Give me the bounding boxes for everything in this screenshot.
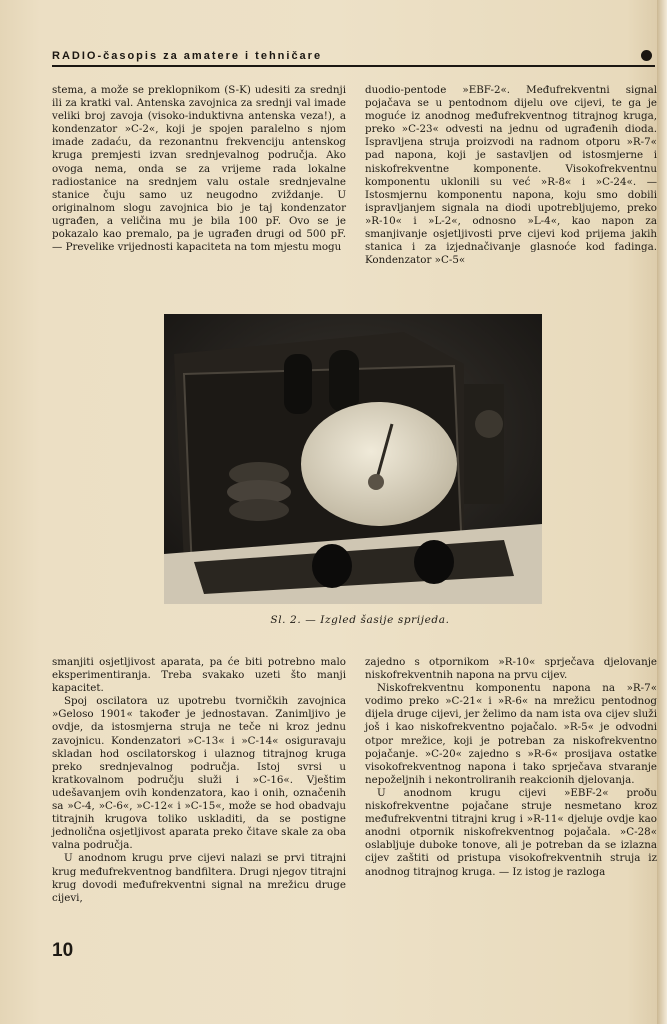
column-bottom-right (365, 656, 657, 879)
paragraph: Spoj oscilatora uz upotrebu tvorničkih zavojnica »Geloso 1901« također je jednostavan. Zanimljivo je ovdje, da istosmjerna struja ne teče ni kroz jednu zavojnicu. Kondenzatori »C-13« i »C-14« osiguravaju skladan hod oscilatorskog i ulaznog titrajnog kruga preko srednjevalnog područja. Istoj svrsi u kratkovalnom području služi i »C-16«. Vještim udešavanjem ovih kondenzatora, kao i onih, označenih sa »C-4, »C-6«, »C-12« i »C-15«, može se hod obadvaju titrajnih krugova toliko uskladiti, da se postigne jednolična osjetljivost aparata preko čitave skale za oba valna područja. (52, 695, 346, 852)
running-header: RADIO-časopis za amatere i tehničare (52, 50, 323, 62)
paragraph: U anodnom krugu prve cijevi nalazi se prvi titrajni krug međufrekventnog bandfiltera. Drugi njegov titrajni krug dovodi međufrekventni signal na mrežicu druge cijevi, (52, 852, 346, 904)
page-fold-edge (657, 0, 667, 1024)
paragraph: Niskofrekventnu komponentu napona na »R-7« vodimo preko »C-21« i »R-6« na mrežicu pentodnog dijela druge cijevi, jer želimo da nam ista ova cijev služi još i kao niskofrekventno pojačalo. »R-5« je odvodni otpor mrežice, koji je potreban za niskofrekventno pojačanje. »C-20« zajedno s »R-6« prosijava ostatke visokofrekventnog napona i tako sprječava stvaranje nepoželjnih i nekontroliranih reakcionih djelovanja. (365, 682, 657, 786)
paragraph: zajedno s otpornikom »R-10« sprječava djelovanje niskofrekventnih napona na prvu cijev. (365, 656, 657, 682)
header-dot (641, 50, 652, 61)
column-bottom-left (52, 656, 346, 905)
column-top-left (52, 84, 346, 254)
paragraph: smanjiti osjetljivost aparata, pa će biti potrebno malo eksperimentiranja. Treba svakako uzeti što manji kapacitet. (52, 656, 346, 695)
chassis-photo (164, 314, 542, 604)
page-number: 10 (52, 940, 74, 961)
figure-caption: Sl. 2. — Izgled šasije sprijeda. (270, 614, 450, 626)
paragraph: U anodnom krugu cijevi »EBF-2« proðu niskofrekventne pojačane struje nesmetano kroz međufrekventni titrajni krug i »R-11« djeluje ovdje kao anodni otpornik niskofrekventnog pojačala. »C-28« oslabljuje duboke tonove, ali je potreban da se izlazna cijev zaštiti od pristupa visokofrekventnih struja iz anodnog titrajnog kruga. — Iz istog je razloga (365, 786, 657, 878)
column-top-right (365, 84, 657, 267)
paragraph: stema, a može se preklopnikom (S-K) udesiti za srednji ili za kratki val. Antenska zavojnica za srednji val imade veliki broj zavoja (visoko-induktivna antenska veza!), a kondenzator »C-2«, koji je spojen paralelno s njom imade zadaću, da rezonantnu frekvenciju antenskog kruga premjesti izvan srednjevalnog područja. Ako ovoga nema, onda se za vrijeme rada lokalne radiostanice na srednjem valu ostale srednjevalne stanice čuju samo uz neugodno zviždanje. U originalnom slogu zavojnica bio je taj kondenzator ugrađen, a veličina mu je bila 100 pF. Ovo se je pokazalo kao premalo, pa je ugrađen drugi od 500 pF. — Prevelike vrijednosti kapaciteta na tom mjestu mogu (52, 84, 346, 254)
header-rule (52, 65, 655, 67)
paragraph: duodio-pentode »EBF-2«. Međufrekventni signal pojačava se u pentodnom dijelu ove cijevi, te ga je moguće iz anodnog međufrekventnog titrajnog kruga, preko »C-23« odvesti na jednu od ugrađenih dioda. Ispravljena struja proizvodi na radnom otporu »R-7« pad napona, koji je sastavljen od istosmjerne i niskofrekventne komponente. Visokofrekventnu komponentu uklonili su već »R-8« i »C-24«. — Istosmjernu komponentu napona, koju smo dobili ispravljanjem signala na diodi upotrebljujemo, preko »R-10« i »L-2«, odnosno »L-4«, kao napon za smanjivanje osjetljivosti prve cijevi kod prijema jakih stanica i za izjednačivanje glasnoće kod fadinga. Kondenzator »C-5« (365, 84, 657, 267)
